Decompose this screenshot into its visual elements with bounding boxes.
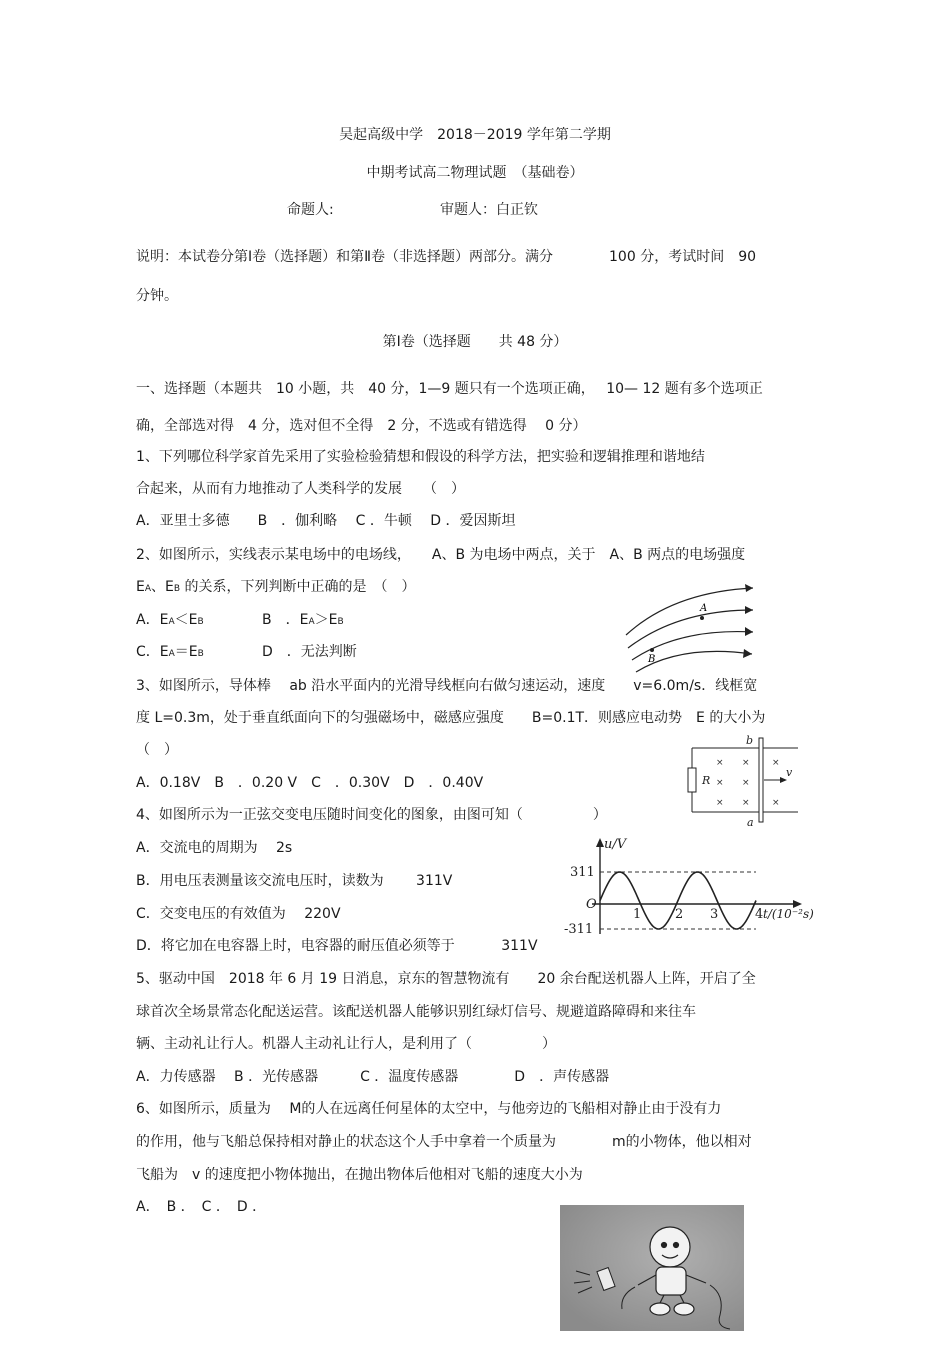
x-tick-2: 2 (675, 907, 684, 922)
field-cross: × (716, 798, 724, 808)
x-tick-4: 4 (755, 907, 764, 922)
q2-option-a: A．EA＜EB (136, 612, 204, 628)
q4-option-c: C．交变电压的有效值为 220V (136, 906, 341, 922)
astronaut-figure (560, 1205, 744, 1331)
field-cross: × (772, 758, 780, 768)
q1-options: A．亚里士多德 B ．伽利略 C ．牛顿 D ．爱因斯坦 (136, 513, 516, 529)
section1-line-2: 确，全部选对得 4 分，选对但不全得 2 分，不选或有错选得 0 分） (136, 418, 587, 434)
origin-label: O (586, 897, 597, 912)
field-cross: × (716, 778, 724, 788)
resistor (688, 768, 696, 792)
q6-line-2: 的作用，他与飞船总保持相对静止的状态这个人手中拿着一个质量为 m的小物体，他以相对 (136, 1134, 752, 1150)
field-line-2 (628, 610, 753, 648)
instructions-line-1: 说明：本试卷分第Ⅰ卷（选择题）和第Ⅱ卷（非选择题）两部分。满分 100 分，考试时间 90 (136, 249, 757, 265)
field-cross: × (716, 758, 724, 768)
field-cross: × (742, 778, 750, 788)
point-b (650, 648, 654, 652)
q2-line-1: 2、如图所示，实线表示某电场中的电场线， A、B 为电场中两点，关于 A、B 两点的电场强度 (136, 547, 746, 563)
q2-option-b: B ．EA＞EB (262, 612, 344, 628)
right-foot (674, 1303, 694, 1315)
field-cross: × (772, 798, 780, 808)
y-axis-label: u/V (604, 837, 627, 852)
setter-label: 命题人: (287, 202, 334, 218)
field-arrow-4 (743, 649, 752, 658)
field-arrow-3 (745, 627, 753, 636)
q6-line-3: 飞船为 v 的速度把小物体抛出，在抛出物体后他相对飞船的速度大小为 (136, 1167, 583, 1183)
point-a-label: A (700, 603, 708, 614)
q1-line-1: 1、下列哪位科学家首先采用了实验检验猜想和假设的科学方法，把实验和逻辑推理和谐地结 (136, 449, 705, 465)
q3-options: A．0.18V B ．0.20 V C ．0.30V D ．0.40V (136, 775, 484, 791)
body (656, 1267, 686, 1295)
q3-line-2: 度 L=0.3m，处于垂直纸面向下的匀强磁场中，磁感应强度 B=0.1T．则感应电动势 E 的大小为 (136, 710, 766, 726)
x-tick-3: 3 (710, 907, 719, 922)
q4-option-a: A．交流电的周期为 2s (136, 840, 293, 856)
helmet (650, 1227, 690, 1267)
q5-line-2: 球首次全场景常态化配送运营。该配送机器人能够识别红绿灯信号、规避道路障碍和来往车 (136, 1004, 696, 1020)
y-tick-top: 311 (570, 865, 595, 880)
field-arrow-1 (745, 584, 753, 592)
conductor-rod (759, 738, 763, 822)
field-arrow-2 (745, 606, 753, 614)
velocity-label: v (786, 766, 793, 779)
q2-option-d: D ．无法判断 (262, 644, 357, 660)
left-foot (650, 1303, 670, 1315)
q5-options: A．力传感器 B ．光传感器 C ．温度传感器 D ．声传感器 (136, 1069, 610, 1085)
sine-voltage-graph (560, 834, 840, 944)
q5-line-3: 辆、主动礼让行人。机器人主动礼让行人，是利用了（ ） (136, 1036, 556, 1052)
part1-title: 第Ⅰ卷（选择题 共 48 分） (382, 334, 568, 350)
rod-end-b: b (746, 734, 754, 747)
q2-option-c: C．EA＝EB (136, 644, 204, 660)
exam-title: 中期考试高二物理试题 （基础卷） (366, 165, 584, 181)
q6-line-1: 6、如图所示，质量为 M的人在远离任何星体的太空中，与他旁边的飞船相对静止由于没有力 (136, 1101, 722, 1117)
electric-field-figure (618, 580, 758, 680)
reviewer-label: 审题人：白正钦 (440, 202, 538, 218)
resistor-label: R (702, 774, 711, 787)
instructions-line-2: 分钟。 (136, 288, 178, 304)
point-b-label: B (648, 654, 656, 665)
q6-options: A． B ． C ． D ． (136, 1199, 267, 1215)
x-tick-1: 1 (633, 907, 642, 922)
rail-circuit-figure (680, 732, 802, 828)
q4-option-d: D．将它加在电容器上时，电容器的耐压值必须等于 311V (136, 938, 538, 954)
q3-line-1: 3、如图所示，导体棒 ab 沿水平面内的光滑导线框向右做匀速运动，速度 v=6.0m/s．线框宽 (136, 678, 758, 694)
q1-line-2: 合起来，从而有力地推动了人类科学的发展 （ ） (136, 481, 465, 497)
field-cross: × (742, 798, 750, 808)
q4-line-1: 4、如图所示为一正弦交变电压随时间变化的图象，由图可知（ ） (136, 807, 607, 823)
q2-line-2: EA、EB 的关系，下列判断中正确的是 （ ） (136, 579, 416, 595)
q3-line-3: （ ） (136, 742, 178, 758)
field-cross: × (742, 758, 750, 768)
y-tick-bottom: -311 (564, 922, 594, 937)
rod-end-a: a (747, 816, 754, 828)
q5-line-1: 5、驱动中国 2018 年 6 月 19 日消息，京东的智慧物流有 20 余台配送机器人上阵，开启了全 (136, 971, 756, 987)
x-axis-label: t/(10⁻²s) (763, 907, 814, 921)
section1-line-1: 一、选择题（本题共 10 小题，共 40 分，1—9 题只有一个选项正确， 10— 12 题有多个选项正 (136, 381, 763, 397)
field-line-1 (626, 588, 753, 635)
point-a (700, 616, 704, 620)
q4-option-b: B．用电压表测量该交流电压时，读数为 311V (136, 873, 453, 889)
school-line: 吴起高级中学 2018－2019 学年第二学期 (339, 127, 611, 143)
